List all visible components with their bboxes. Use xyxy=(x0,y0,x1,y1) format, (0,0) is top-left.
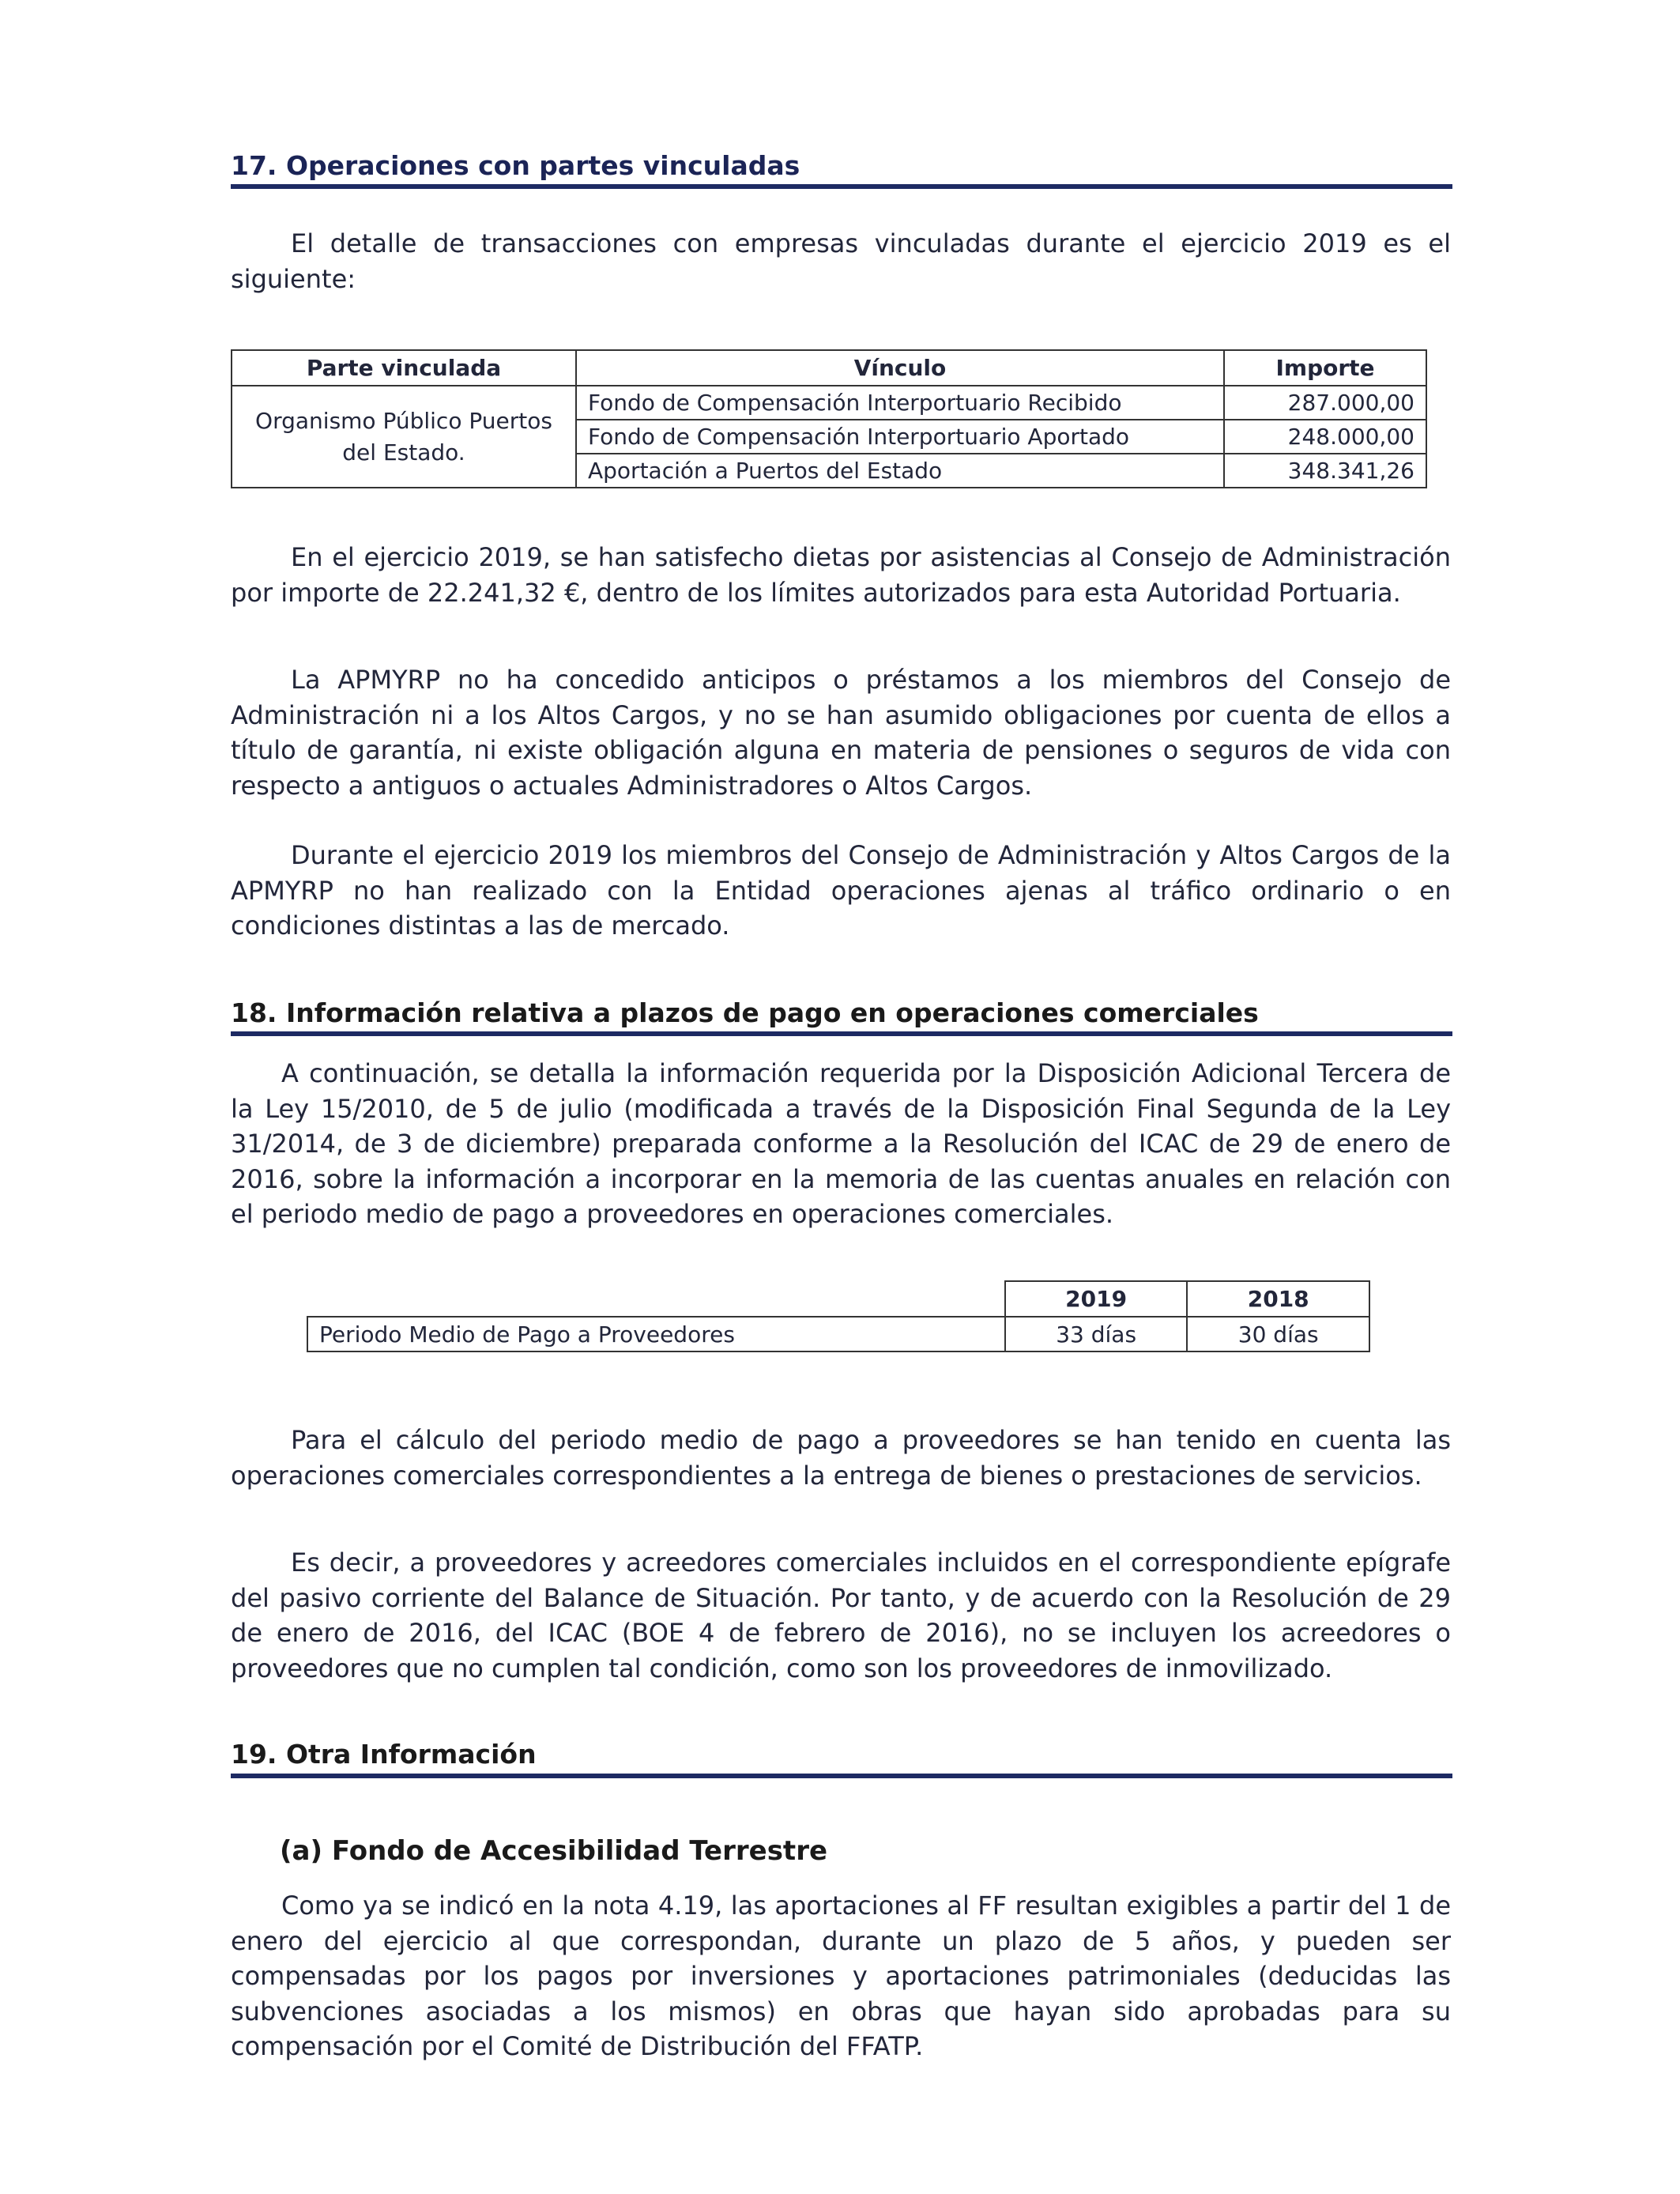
table-row xyxy=(232,386,1426,420)
payment-period-table xyxy=(307,1280,1370,1352)
table-row xyxy=(307,1317,1369,1351)
section-18-heading: 18. Información relativa a plazos de pago en operaciones comerciales xyxy=(231,997,1259,1028)
header-parte-vinculada: Parte vinculada xyxy=(232,350,576,386)
related-parties-table xyxy=(231,349,1427,488)
section-19-paragraph-fondo: Como ya se indicó en la nota 4.19, las aportaciones al FF resultan exigibles a partir del 1 de enero del ejercicio al que correspondan, durante un plazo de 5 años, y pueden ser compensadas por los pagos por inversiones y aportaciones patrimoniales (deducidas las subvenciones asociadas a los mismos) en obras que hayan sido aprobadas para su compensación por el Comité de Distribución del FFATP. xyxy=(231,1891,1451,2061)
section-17-paragraph-dietas: En el ejercicio 2019, se han satisfecho dietas por asistencias al Consejo de Administración por importe de 22.241,32 €, dentro de los límites autorizados para esta Autoridad Portuaria. xyxy=(231,542,1451,608)
section-19-rule xyxy=(231,1774,1452,1778)
table-header-row xyxy=(307,1281,1369,1317)
section-19-heading: 19. Otra Información xyxy=(231,1739,537,1770)
section-18-intro: A continuación, se detalla la información requerida por la Disposición Adicional Tercera de la Ley 15/2010, de 5 de julio (modificada a través de la Disposición Final Segunda de la Ley 31/2014, de 3 de diciembre) preparada conforme a la Resolución del ICAC de 29 de enero de 2016, sobre la información a incorporar en la memoria de las cuentas anuales en relación con el periodo medio de pago a proveedores en operaciones comerciales. xyxy=(231,1058,1451,1229)
section-18-rule xyxy=(231,1031,1452,1036)
section-19a-subheading: (a) Fondo de Accesibilidad Terrestre xyxy=(280,1835,828,1867)
section-18-paragraph-proveedores: Es decir, a proveedores y acreedores comerciales incluidos en el correspondiente epígrafe del pasivo corriente del Balance de Situación. Por tanto, y de acuerdo con la Resolución de 29 de enero de 2016, del ICAC (BOE 4 de febrero de 2016), no se incluyen los acreedores o proveedores que no cumplen tal condición, como son los proveedores de inmovilizado. xyxy=(231,1547,1451,1683)
section-18-paragraph-calculo: Para el cálculo del periodo medio de pago a proveedores se han tenido en cuenta las operaciones comerciales correspondientes a la entrega de bienes o prestaciones de servicios. xyxy=(231,1425,1451,1491)
section-17-rule xyxy=(231,184,1452,189)
vinculo-cell: Fondo de Compensación Interportuario Aportado xyxy=(576,420,1224,454)
value-2019-cell: 33 días xyxy=(1005,1317,1188,1351)
party-cell: Organismo Público Puertos del Estado. xyxy=(232,386,576,488)
importe-cell: 287.000,00 xyxy=(1224,386,1426,420)
section-17-paragraph-operaciones: Durante el ejercicio 2019 los miembros del Consejo de Administración y Altos Cargos de la APMYRP no han realizado con la Entidad operaciones ajenas al tráfico ordinario o en condiciones distintas a las de mercado. xyxy=(231,840,1451,941)
vinculo-cell: Fondo de Compensación Interportuario Recibido xyxy=(576,386,1224,420)
header-importe: Importe xyxy=(1224,350,1426,386)
section-17-intro: El detalle de transacciones con empresas vinculadas durante el ejercicio 2019 es el siguiente: xyxy=(231,228,1451,294)
vinculo-cell: Aportación a Puertos del Estado xyxy=(576,454,1224,488)
header-vinculo: Vínculo xyxy=(576,350,1224,386)
value-2018-cell: 30 días xyxy=(1187,1317,1369,1351)
table-header-row xyxy=(232,350,1426,386)
section-17-heading: 17. Operaciones con partes vinculadas xyxy=(231,150,800,181)
importe-cell: 348.341,26 xyxy=(1224,454,1426,488)
header-2019: 2019 xyxy=(1005,1281,1188,1317)
header-blank xyxy=(307,1281,1005,1317)
section-17-paragraph-anticipos: La APMYRP no ha concedido anticipos o préstamos a los miembros del Consejo de Administración ni a los Altos Cargos, y no se han asumido obligaciones por cuenta de ellos a título de garantía, ni existe obligación alguna en materia de pensiones o seguros de vida con respecto a antiguos o actuales Administradores o Altos Cargos. xyxy=(231,665,1451,801)
importe-cell: 248.000,00 xyxy=(1224,420,1426,454)
row-label-cell: Periodo Medio de Pago a Proveedores xyxy=(307,1317,1005,1351)
header-2018: 2018 xyxy=(1187,1281,1369,1317)
